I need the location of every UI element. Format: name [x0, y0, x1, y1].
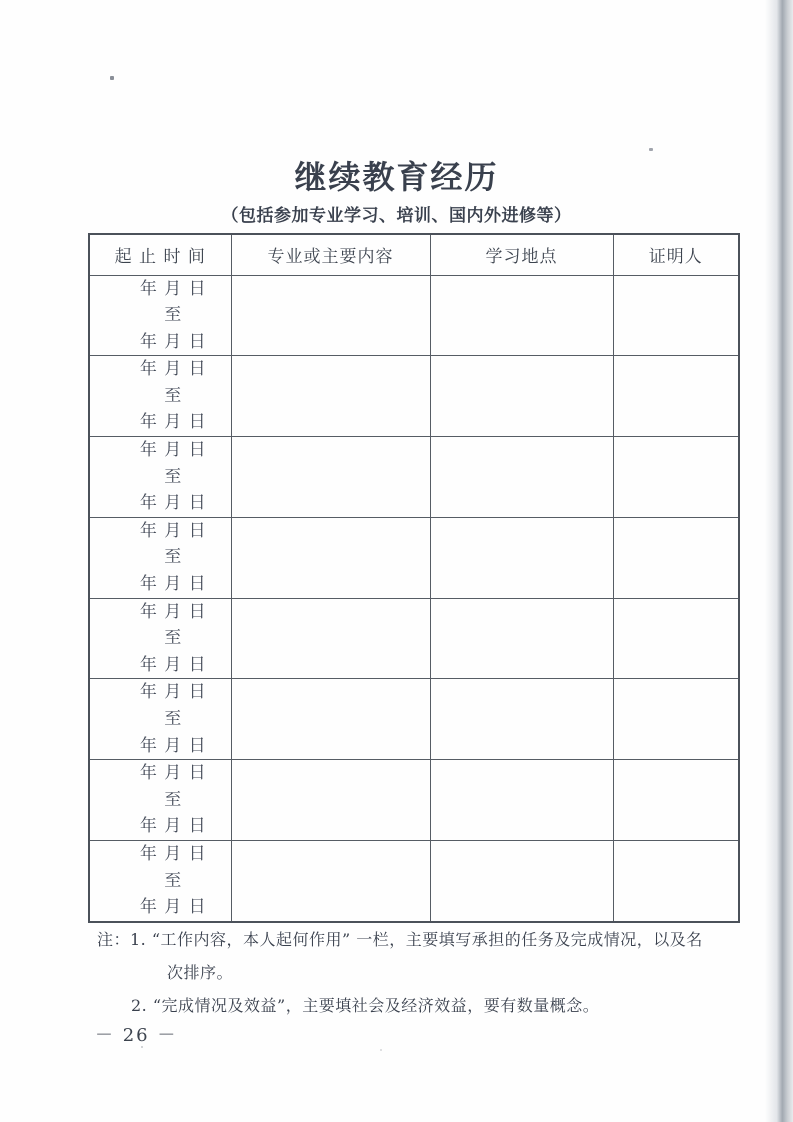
- table-row: [89, 275, 739, 356]
- cell-date-range: [89, 679, 231, 760]
- cell-date-range: [89, 437, 231, 518]
- cell-witness: [613, 356, 739, 437]
- footnotes: [97, 929, 727, 1016]
- date-connector-label: 至: [164, 628, 183, 649]
- cell-study-location: [430, 275, 613, 356]
- cell-date-range: [89, 840, 231, 921]
- table-row: [89, 598, 739, 679]
- date-connector-label: 至: [164, 466, 183, 487]
- cell-study-location: [430, 517, 613, 598]
- date-start-label: 年 月 日: [139, 520, 207, 541]
- header-study-location: 学习地点: [430, 234, 613, 275]
- date-start-label: 年 月 日: [139, 682, 207, 703]
- cell-study-location: [430, 437, 613, 518]
- date-connector-label: 至: [164, 547, 183, 568]
- cell-witness: [613, 840, 739, 921]
- cell-witness: [613, 437, 739, 518]
- cell-study-location: [430, 679, 613, 760]
- scan-speck: [380, 1049, 382, 1051]
- date-start-label: 年 月 日: [139, 843, 207, 864]
- cell-major-content: [231, 356, 430, 437]
- cell-major-content: [231, 760, 430, 841]
- date-connector-label: 至: [164, 385, 183, 406]
- date-start-label: 年 月 日: [139, 359, 207, 380]
- scan-speck: [110, 76, 114, 80]
- date-start-label: 年 月 日: [139, 601, 207, 622]
- table-row: [89, 356, 739, 437]
- cell-witness: [613, 679, 739, 760]
- footnote-line: 次排序。: [167, 963, 234, 982]
- cell-witness: [613, 517, 739, 598]
- cell-study-location: [430, 760, 613, 841]
- cell-date-range: [89, 275, 231, 356]
- table-row: [89, 760, 739, 841]
- date-start-label: 年 月 日: [139, 278, 207, 299]
- footnote-line: 注：1. “工作内容，本人起何作用” 一栏，主要填写承担的任务及完成情况，以及名: [97, 930, 703, 949]
- date-end-label: 年 月 日: [139, 654, 207, 675]
- cell-major-content: [231, 437, 430, 518]
- page-subtitle: （包括参加专业学习、培训、国内外进修等）: [221, 206, 572, 226]
- date-end-label: 年 月 日: [139, 574, 207, 595]
- cell-date-range: [89, 598, 231, 679]
- date-connector-label: 至: [164, 305, 183, 326]
- date-connector-label: 至: [164, 870, 183, 891]
- cell-major-content: [231, 275, 430, 356]
- date-end-label: 年 月 日: [139, 735, 207, 756]
- page-number: － 26 －: [95, 1025, 178, 1046]
- date-end-label: 年 月 日: [139, 897, 207, 918]
- cell-study-location: [430, 356, 613, 437]
- header-witness: 证明人: [613, 234, 739, 275]
- cell-major-content: [231, 840, 430, 921]
- table-header-row: [89, 234, 739, 275]
- cell-witness: [613, 760, 739, 841]
- cell-date-range: [89, 517, 231, 598]
- table-row: [89, 517, 739, 598]
- cell-major-content: [231, 598, 430, 679]
- cell-major-content: [231, 679, 430, 760]
- date-connector-label: 至: [164, 789, 183, 810]
- table-body: [89, 275, 739, 922]
- header-date-range: 起 止 时 间: [89, 234, 231, 275]
- cell-date-range: [89, 760, 231, 841]
- date-end-label: 年 月 日: [139, 331, 207, 352]
- header-major-content: 专业或主要内容: [231, 234, 430, 275]
- scan-speck: [649, 148, 653, 151]
- date-connector-label: 至: [164, 709, 183, 729]
- cell-study-location: [430, 598, 613, 679]
- date-end-label: 年 月 日: [139, 493, 207, 514]
- cell-witness: [613, 598, 739, 679]
- table-row: [89, 840, 739, 921]
- continuing-education-table: [88, 233, 740, 923]
- footnote-line: 2. “完成情况及效益”，主要填社会及经济效益，要有数量概念。: [131, 996, 600, 1015]
- date-start-label: 年 月 日: [139, 763, 207, 784]
- date-start-label: 年 月 日: [139, 440, 207, 461]
- table-row: [89, 679, 739, 760]
- page-title: 继续教育经历: [294, 158, 499, 196]
- table-row: [89, 437, 739, 518]
- cell-witness: [613, 275, 739, 356]
- cell-date-range: [89, 356, 231, 437]
- cell-major-content: [231, 517, 430, 598]
- date-end-label: 年 月 日: [139, 816, 207, 837]
- cell-study-location: [430, 840, 613, 921]
- date-end-label: 年 月 日: [139, 412, 207, 433]
